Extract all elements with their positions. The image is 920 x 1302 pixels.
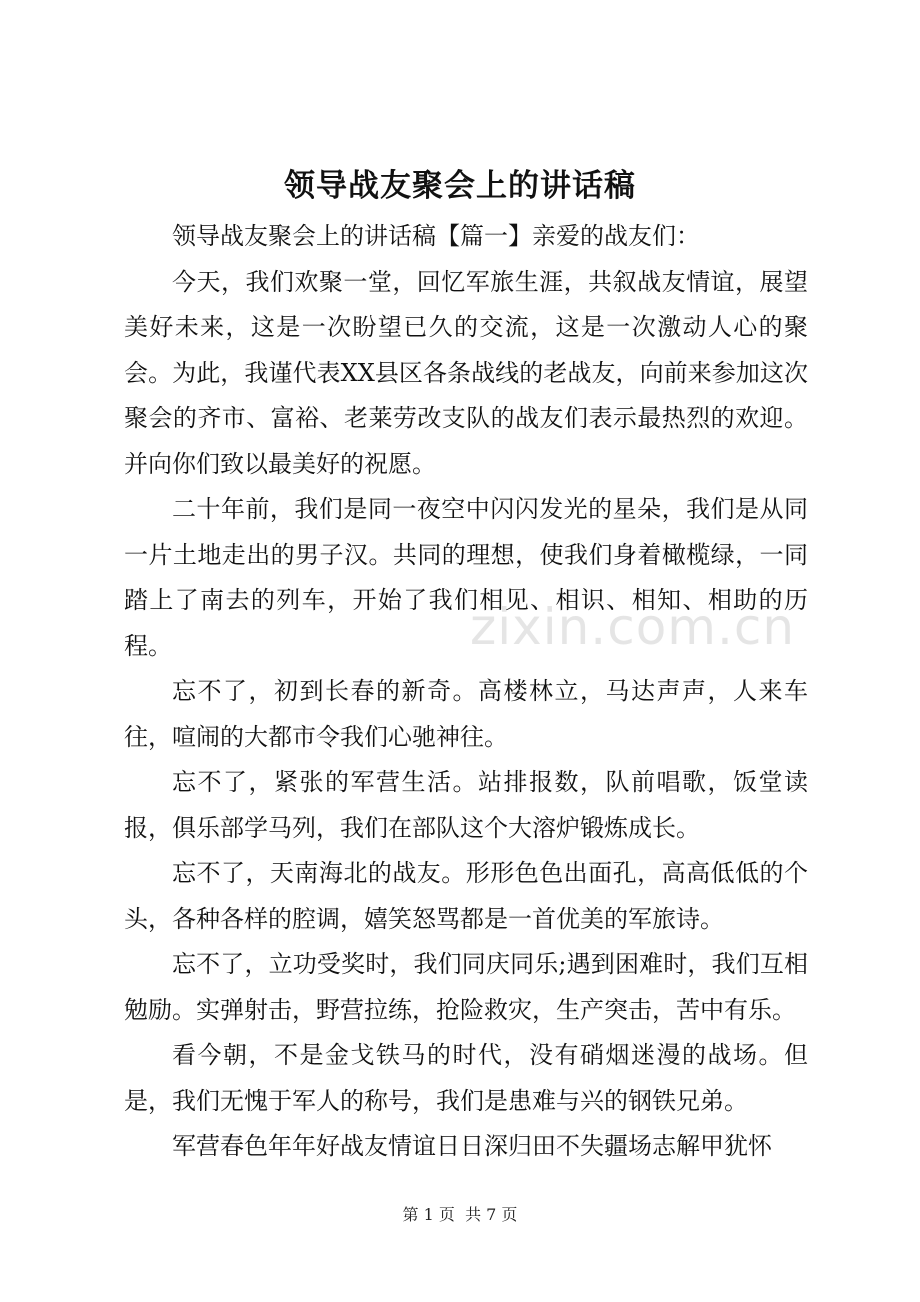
watermark: zixin.com.cn — [470, 598, 796, 656]
paragraph-5: 忘不了，紧张的军营生活。站排报数，队前唱歌，饭堂读报，俱乐部学马列，我们在部队这个大溶炉锻炼成长。 — [124, 768, 808, 842]
paragraph-4: 忘不了，初到长春的新奇。高楼林立，马达声声，人来车往，喧闹的大都市令我们心驰神往。 — [124, 677, 808, 751]
paragraph-9: 军营春色年年好战友情谊日日深归田不失疆场志解甲犹怀 — [172, 1132, 772, 1160]
paragraph-8: 看今朝，不是金戈铁马的时代，没有硝烟迷漫的战场。但是，我们无愧于军人的称号，我们是患难与兴的钢铁兄弟。 — [124, 1041, 808, 1115]
paragraph-7: 忘不了，立功受奖时，我们同庆同乐;遇到困难时，我们互相勉励。实弹射击，野营拉练，抢险救灾，生产突击，苦中有乐。 — [124, 950, 808, 1024]
document-body — [124, 214, 808, 1170]
paragraph-3: 二十年前，我们是同一夜空中闪闪发光的星朵，我们是从同一片土地走出的男子汉。共同的理想，使我们身着橄榄绿，一同踏上了南去的列车，开始了我们相见、相识、相知、相助的历程。 — [124, 495, 808, 660]
page-footer: 第 1 页 共 7 页 — [402, 1205, 518, 1224]
paragraph-1: 领导战友聚会上的讲话稿【篇一】亲爱的战友们： — [172, 222, 700, 250]
document-title: 领导战友聚会上的讲话稿 — [284, 168, 636, 204]
paragraph-6: 忘不了，天南海北的战友。形形色色出面孔，高高低低的个头，各种各样的腔调，嬉笑怒骂都是一首优美的军旅诗。 — [124, 859, 808, 933]
paragraph-2: 今天，我们欢聚一堂，回忆军旅生涯，共叙战友情谊，展望美好未来，这是一次盼望已久的交流，这是一次激动人心的聚会。为此，我谨代表XX县区各条战线的老战友，向前来参加这次聚会的齐市、富裕、老莱劳改支队的战友们表示最热烈的欢迎。并向你们致以最美好的祝愿。 — [124, 267, 808, 478]
